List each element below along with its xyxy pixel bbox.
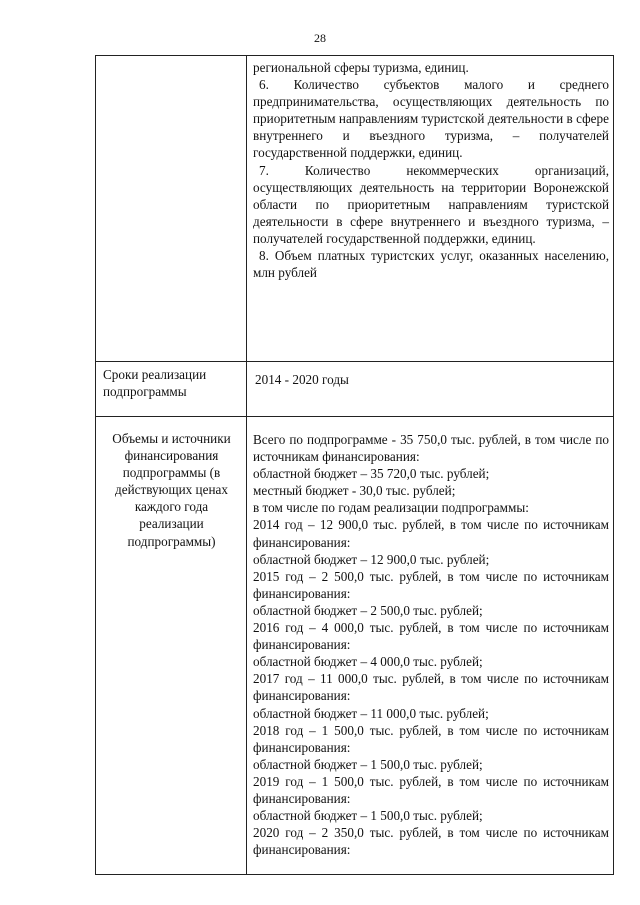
funding-paragraph: 2014 год – 12 900,0 тыс. рублей, в том числе по источникам финансирования: bbox=[253, 517, 609, 550]
table-row bbox=[96, 362, 614, 417]
funding-paragraph: областной бюджет – 4 000,0 тыс. рублей; bbox=[253, 654, 483, 670]
funding-paragraph: областной бюджет – 35 720,0 тыс. рублей; bbox=[253, 466, 490, 482]
indicator-paragraph: 7. Количество некоммерческих организаций, осуществляющих деятельность на территории Воронежской области по приоритетным направлениям туристской деятельности в сфере внутреннего и въездного туризма, – получателей государственной поддержки, единиц. bbox=[253, 162, 609, 246]
indicator-paragraph: 8. Объем платных туристских услуг, оказанных населению, млн рублей bbox=[253, 248, 609, 281]
passport-table bbox=[95, 55, 614, 875]
row-label-cell bbox=[96, 56, 247, 362]
implementation-period: 2014 - 2020 годы bbox=[255, 372, 349, 387]
funding-paragraph: областной бюджет – 1 500,0 тыс. рублей; bbox=[253, 808, 483, 824]
row-content-cell bbox=[247, 417, 614, 875]
funding-paragraph: 2016 год – 4 000,0 тыс. рублей, в том числе по источникам финансирования: bbox=[253, 620, 609, 653]
indicator-paragraph: региональной сферы туризма, единиц. bbox=[253, 60, 469, 75]
funding-paragraph: Всего по подпрограмме - 35 750,0 тыс. рублей, в том числе по источникам финансирования: bbox=[253, 432, 609, 465]
page-number: 28 bbox=[314, 31, 326, 45]
funding-paragraph: областной бюджет – 1 500,0 тыс. рублей; bbox=[253, 756, 483, 772]
funding-paragraph: 2019 год – 1 500,0 тыс. рублей, в том числе по источникам финансирования: bbox=[253, 773, 609, 806]
funding-paragraph: областной бюджет – 12 900,0 тыс. рублей; bbox=[253, 551, 490, 567]
indicator-paragraph: 6. Количество субъектов малого и среднего предпринимательства, осуществляющих деятельность по приоритетным направлениям туристской деятельности в сфере внутреннего и въездного туризма, – получателей государственной поддержки, единиц. bbox=[253, 77, 609, 161]
funding-paragraph: 2015 год – 2 500,0 тыс. рублей, в том числе по источникам финансирования: bbox=[253, 568, 609, 601]
row-label-cell bbox=[96, 417, 247, 875]
row-content-cell bbox=[247, 362, 614, 417]
funding-paragraph: 2020 год – 2 350,0 тыс. рублей, в том числе по источникам финансирования: bbox=[253, 825, 609, 858]
row-label: Объемы и источники финансирования подпрограммы (в действующих ценах каждого года реализации подпрограммы) bbox=[112, 431, 231, 549]
funding-paragraph: 2017 год – 11 000,0 тыс. рублей, в том числе по источникам финансирования: bbox=[253, 671, 609, 704]
funding-paragraph: областной бюджет – 11 000,0 тыс. рублей; bbox=[253, 705, 489, 721]
funding-paragraph: областной бюджет – 2 500,0 тыс. рублей; bbox=[253, 602, 483, 618]
row-content-cell bbox=[247, 56, 614, 362]
row-label: Сроки реализации подпрограммы bbox=[103, 367, 207, 400]
funding-paragraph: 2018 год – 1 500,0 тыс. рублей, в том числе по источникам финансирования: bbox=[253, 722, 609, 755]
funding-paragraph: в том числе по годам реализации подпрограммы: bbox=[253, 500, 529, 516]
table-row bbox=[96, 56, 614, 362]
row-label-cell bbox=[96, 362, 247, 417]
table-row bbox=[96, 417, 614, 875]
funding-paragraph: местный бюджет - 30,0 тыс. рублей; bbox=[253, 483, 456, 499]
